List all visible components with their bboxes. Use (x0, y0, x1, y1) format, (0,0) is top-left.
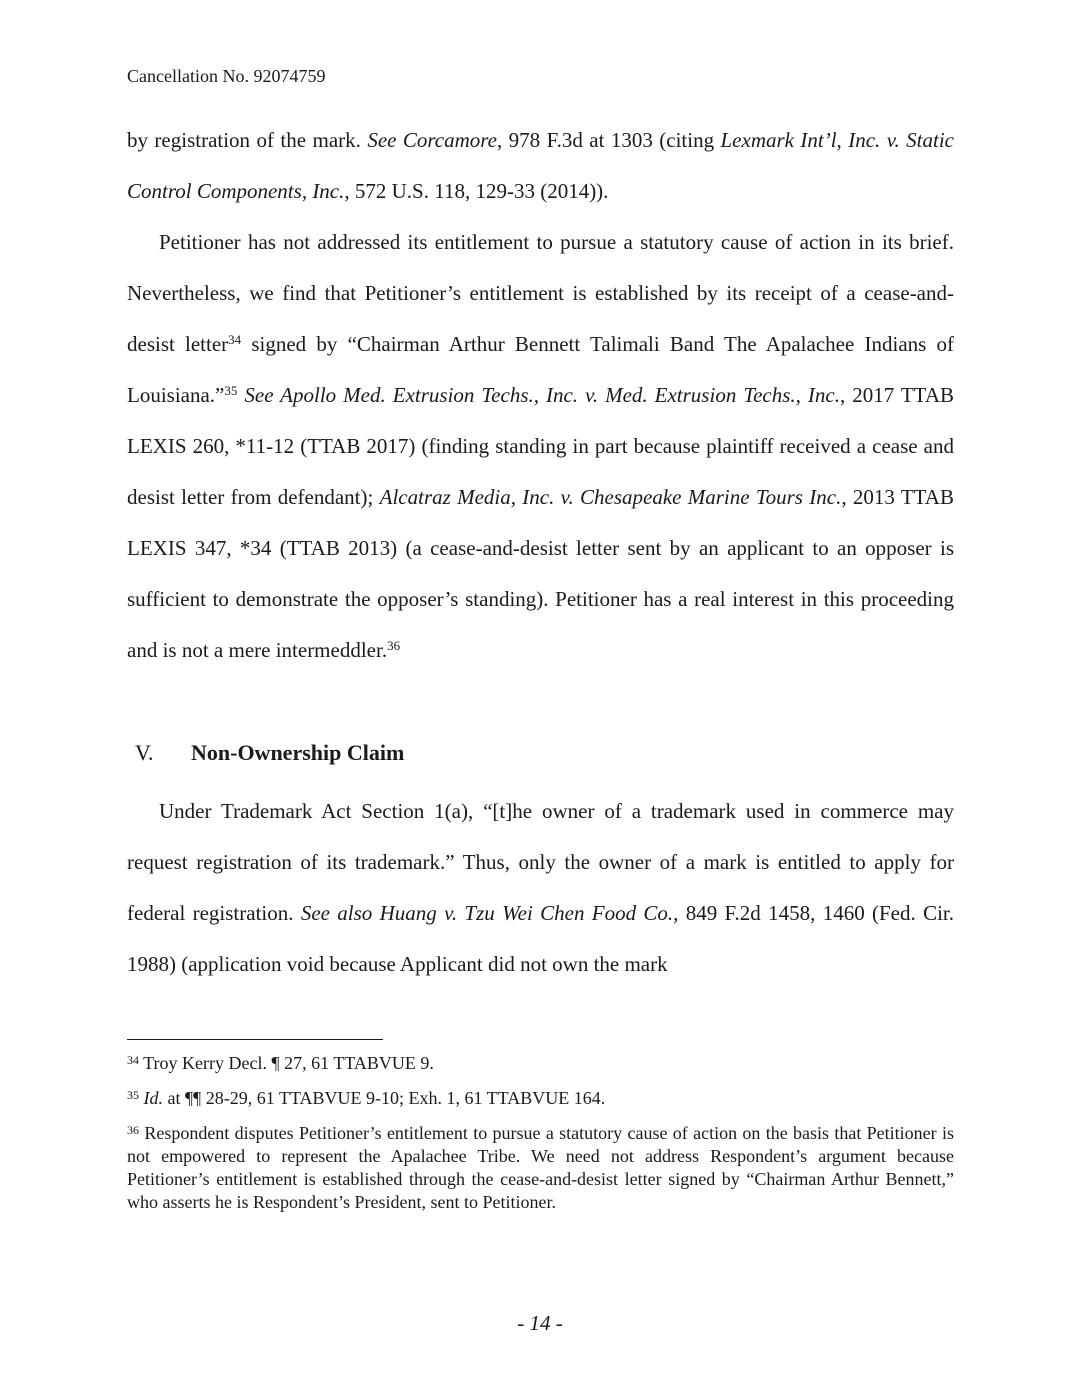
citation-lexmark: Lexmark Int’l, Inc. v. Static Control Components, Inc. (127, 128, 954, 203)
case-number-header: Cancellation No. 92074759 (127, 66, 326, 86)
citation-alcatraz: Alcatraz Media, Inc. v. Chesapeake Marine Tours Inc. (379, 485, 842, 509)
footnote-mark: 35 (127, 1088, 139, 1102)
footnote-36: $^{36}$ Respondent disputes Petitioner’s entitlement to pursue a statutory cause of action on the basis that Petitioner is not empowered to represent the Apalachee Tribe. We need not address Respondent’s argument because Petitioner’s entitlement is established through the cease-and-desist letter signed by “Chairman Arthur Bennett,” who asserts he is Respondent’s President, sent to Petitioner. (127, 1123, 954, 1212)
footnote-34: $^{34}$ Troy Kerry Decl. ¶ 27, 61 TTABVUE 9. (127, 1053, 434, 1073)
footnote-mark: 34 (127, 1053, 139, 1067)
footnote-mark: 36 (127, 1123, 139, 1137)
citation-apollo: See Apollo Med. Extrusion Techs., Inc. v. Med. Extrusion Techs., Inc. (244, 383, 840, 407)
citation-corcamore: See Corcamore (367, 128, 497, 152)
section-title: Non-Ownership Claim (191, 740, 405, 765)
footnote-ref-34[interactable]: 34 (228, 332, 242, 347)
footnote-ref-35[interactable]: 35 (224, 383, 238, 398)
footnote-divider (127, 1039, 383, 1040)
paragraph-non-ownership: Under Trademark Act Section 1(a), “[t]he owner of a trademark used in commerce may request registration of its trademark.” Thus, only the owner of a mark is entitled to apply for federal registration. See also Huang v. Tzu Wei Chen Food Co., 849 F.2d 1458, 1460 (Fed. Cir. 1988) (application void because Applicant did not own the mark (127, 799, 954, 976)
citation-huang: See also Huang v. Tzu Wei Chen Food Co. (300, 901, 674, 925)
footnote-ref-36[interactable]: 36 (387, 638, 401, 653)
footnote-35: $^{35}$ Id. at ¶¶ 28-29, 61 TTABVUE 9-10; Exh. 1, 61 TTABVUE 164. (127, 1088, 606, 1108)
section-heading (135, 736, 404, 770)
paragraph-entitlement: Petitioner has not addressed its entitlement to pursue a statutory cause of action in its brief. Nevertheless, we find that Petitioner’s entitlement is established by its receipt of a cease-and-desist letter$^{34}$ signed by “Chairman Arthur Bennett Talimali Band The Apalachee Indians of Louisiana.”$^{35}$ See Apollo Med. Extrusion Techs., Inc. v. Med. Extrusion Techs., Inc., 2017 TTAB LEXIS 260, *11-12 (TTAB 2017) (finding standing in part because plaintiff received a cease and desist letter from defendant); Alcatraz Media, Inc. v. Chesapeake Marine Tours Inc., 2013 TTAB LEXIS 347, *34 (TTAB 2013) (a cease-and-desist letter sent by an applicant to an opposer is sufficient to demonstrate the opposer’s standing). Petitioner has a real interest in this proceeding and is not a mere intermeddler.$^{36}$ (127, 230, 954, 662)
section-number: V. (135, 740, 154, 765)
page-number: - 14 - (517, 1311, 563, 1335)
paragraph-continuation: by registration of the mark. See Corcamore, 978 F.3d at 1303 (citing Lexmark Int’l, Inc. v. Static Control Components, Inc., 572 U.S. 118, 129-33 (2014)). (127, 128, 954, 203)
